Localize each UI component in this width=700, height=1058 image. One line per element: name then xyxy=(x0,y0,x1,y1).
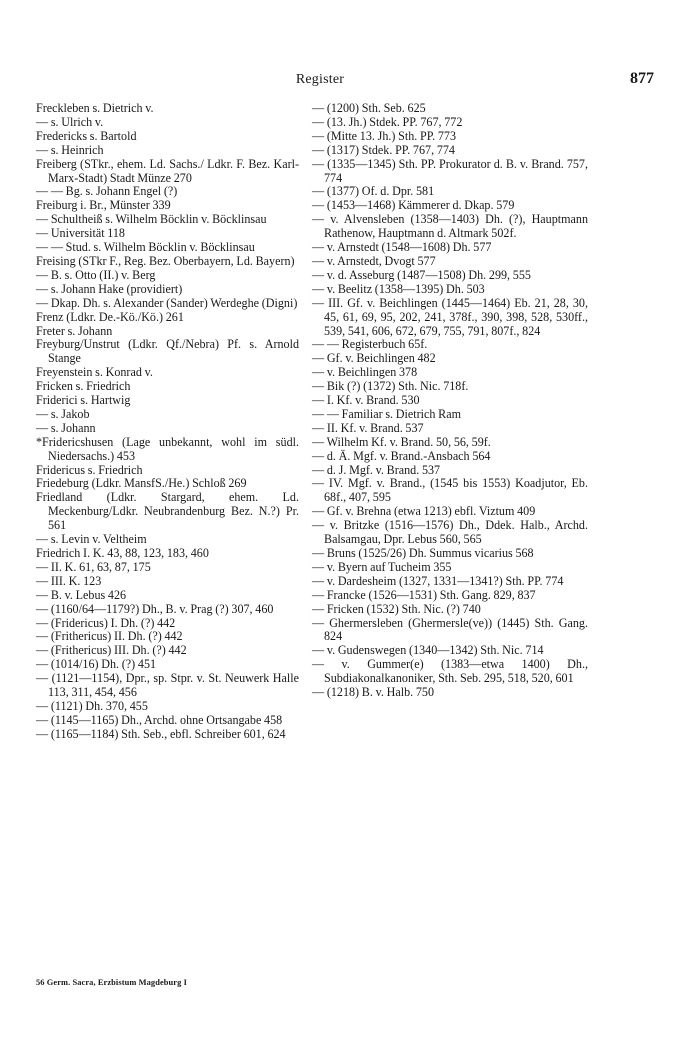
index-entry: — Fricken (1532) Sth. Nic. (?) 740 xyxy=(312,601,481,616)
index-entry: — s. Levin v. Veltheim xyxy=(36,532,147,547)
index-entry: — d. Ä. Mgf. v. Brand.-Ansbach 564 xyxy=(312,448,491,463)
index-entry: — III. K. 123 xyxy=(36,573,102,588)
index-entry: Friedrich I. K. 43, 88, 123, 183, 460 xyxy=(36,546,209,560)
index-entry: — (1165—1184) Sth. Seb., ebfl. Schreiber 601, 624 xyxy=(36,726,286,741)
index-entry: — v. Arnstedt, Dvogt 577 xyxy=(312,253,436,268)
index-entry: — (1014/16) Dh. (?) 451 xyxy=(36,657,157,672)
index-entry: — B. s. Otto (II.) v. Berg xyxy=(36,267,156,282)
index-entry: — s. Johann Hake (providiert) xyxy=(36,281,183,296)
index-entry: — — Registerbuch 65f. xyxy=(312,337,428,352)
index-entry: Freiberg (STkr., ehem. Ld. Sachs./ Ldkr. F. Bez. Karl-Marx-Stadt) Stadt Münze 270 xyxy=(36,156,299,185)
index-entry: — III. Gf. v. Beichlingen (1445—1464) Eb. 21, 28, 30, 45, 61, 69, 95, 202, 241, 378f., 390, 398, 528, 530ff., 539, 541, 606, 672, 679, 755, 791, 807f., 824 xyxy=(312,295,588,338)
index-entry: — (1145—1165) Dh., Archd. ohne Ortsangabe 458 xyxy=(36,712,283,727)
index-entry: — (Frithericus) III. Dh. (?) 442 xyxy=(36,643,187,658)
index-entry: Freter s. Johann xyxy=(36,323,113,338)
index-entry: — Bik (?) (1372) Sth. Nic. 718f. xyxy=(312,379,469,394)
index-entry: — Gf. v. Beichlingen 482 xyxy=(312,351,436,366)
index-entry: — (1453—1468) Kämmerer d. Dkap. 579 xyxy=(312,198,515,213)
index-entry: — IV. Mgf. v. Brand., (1545 bis 1553) Koadjutor, Eb. 68f., 407, 595 xyxy=(312,476,588,505)
index-entry: — s. Johann xyxy=(36,420,96,435)
index-entry: — II. Kf. v. Brand. 537 xyxy=(312,420,424,435)
index-entry: Fredericks s. Bartold xyxy=(36,128,137,143)
index-entry: Freyenstein s. Konrad v. xyxy=(36,365,153,380)
index-entry: — v. Gummer(e) (1383—etwa 1400) Dh., Subdiakonalkanoniker, Sth. Seb. 295, 518, 520, 601 xyxy=(312,657,588,686)
index-entry: — Ghermersleben (Ghermersle(ve)) (1445) Sth. Gang. 824 xyxy=(312,615,588,644)
index-entry: — — Familiar s. Dietrich Ram xyxy=(312,406,461,421)
running-title: Register xyxy=(295,72,345,87)
index-entry: — v. Beichlingen 378 xyxy=(312,365,418,380)
index-entry: — — Bg. s. Johann Engel (?) xyxy=(36,184,178,199)
index-entry: — (Fridericus) I. Dh. (?) 442 xyxy=(36,615,176,630)
index-entry: Freyburg/Unstrut (Ldkr. Qf./Nebra) Pf. s. Arnold Stange xyxy=(36,337,299,366)
index-entry: — Dkap. Dh. s. Alexander (Sander) Werdeghe (Digni) xyxy=(36,295,298,310)
page-number: 877 xyxy=(630,70,654,87)
index-entry: — (13. Jh.) Stdek. PP. 767, 772 xyxy=(312,114,463,129)
index-entry: — (1121—1154), Dpr., sp. Stpr. v. St. Neuwerk Halle 113, 311, 454, 456 xyxy=(36,671,299,700)
index-entry: — (Mitte 13. Jh.) Sth. PP. 773 xyxy=(312,128,457,143)
index-entry: — v. Byern auf Tucheim 355 xyxy=(312,559,452,574)
index-entry: — v. Britzke (1516—1576) Dh., Ddek. Halb., Archd. Balsamgau, Dpr. Lebus 560, 565 xyxy=(312,518,588,547)
index-entry: — II. K. 61, 63, 87, 175 xyxy=(36,559,151,574)
index-entry: Fridericus s. Friedrich xyxy=(36,462,143,477)
index-entry: — Schultheiß s. Wilhelm Böcklin v. Böcklinsau xyxy=(36,212,267,227)
index-entry: — v. Beelitz (1358—1395) Dh. 503 xyxy=(312,281,485,296)
index-entry: Freiburg i. Br., Münster 339 xyxy=(36,198,171,213)
index-entry: — Universität 118 xyxy=(36,226,125,241)
index-entry: — B. v. Lebus 426 xyxy=(36,587,127,602)
index-entry: — (Frithericus) II. Dh. (?) 442 xyxy=(36,629,183,644)
index-entry: — (1160/64—1179?) Dh., B. v. Prag (?) 307, 460 xyxy=(36,601,274,616)
index-entry: Fricken s. Friedrich xyxy=(36,379,131,394)
index-entry: — v. d. Asseburg (1487—1508) Dh. 299, 555 xyxy=(312,267,531,282)
index-entry: — s. Heinrich xyxy=(36,142,104,157)
index-entry: — Bruns (1525/26) Dh. Summus vicarius 568 xyxy=(312,546,534,560)
index-entry: — — Stud. s. Wilhelm Böcklin v. Böcklinsau xyxy=(36,240,255,255)
index-entry: *Fridericshusen (Lage unbekannt, wohl im südl. Niedersachs.) 453 xyxy=(36,434,299,463)
index-entry: Freising (STkr F., Reg. Bez. Oberbayern, Ld. Bayern) xyxy=(36,253,295,268)
index-entry: — (1335—1345) Sth. PP. Prokurator d. B. v. Brand. 757, 774 xyxy=(312,156,588,185)
index-entry: Freckleben s. Dietrich v. xyxy=(36,101,154,115)
index-entry: — (1377) Of. d. Dpr. 581 xyxy=(312,184,435,199)
index-entry: — v. Arnstedt (1548—1608) Dh. 577 xyxy=(312,240,492,255)
index-entry: — d. J. Mgf. v. Brand. 537 xyxy=(312,462,441,477)
index-entry: Friedland (Ldkr. Stargard, ehem. Ld. Meckenburg/Ldkr. Neubrandenburg Bez. N.?) Pr. 561 xyxy=(36,490,299,533)
index-entry: — v. Dardesheim (1327, 1331—1341?) Sth. PP. 774 xyxy=(312,573,564,588)
index-entry: — I. Kf. v. Brand. 530 xyxy=(312,393,420,408)
index-entry: Frenz (Ldkr. De.-Kö./Kö.) 261 xyxy=(36,309,184,324)
signature-footer: 56 Germ. Sacra, Erzbistum Magdeburg I xyxy=(36,978,187,987)
index-entry: — v. Alvensleben (1358—1403) Dh. (?), Hauptmann Rathenow, Hauptmann d. Altmark 502f. xyxy=(312,212,588,241)
index-column-left xyxy=(36,102,299,742)
index-column-right xyxy=(312,102,588,700)
index-entry: — (1218) B. v. Halb. 750 xyxy=(312,685,434,700)
index-entry: — Francke (1526—1531) Sth. Gang. 829, 837 xyxy=(312,587,536,602)
index-entry: — v. Gudenswegen (1340—1342) Sth. Nic. 714 xyxy=(312,643,544,658)
index-entry: — Gf. v. Brehna (etwa 1213) ebfl. Viztum 409 xyxy=(312,504,536,519)
index-entry: — s. Ulrich v. xyxy=(36,114,104,129)
index-entry: — (1121) Dh. 370, 455 xyxy=(36,698,148,713)
index-entry: — (1200) Sth. Seb. 625 xyxy=(312,101,426,115)
index-entry: — s. Jakob xyxy=(36,406,90,421)
index-entry: — Wilhelm Kf. v. Brand. 50, 56, 59f. xyxy=(312,434,491,449)
index-entry: Friderici s. Hartwig xyxy=(36,393,131,408)
index-entry: Friedeburg (Ldkr. MansfS./He.) Schloß 269 xyxy=(36,476,247,491)
index-entry: — (1317) Stdek. PP. 767, 774 xyxy=(312,142,455,157)
page-header xyxy=(36,70,654,92)
